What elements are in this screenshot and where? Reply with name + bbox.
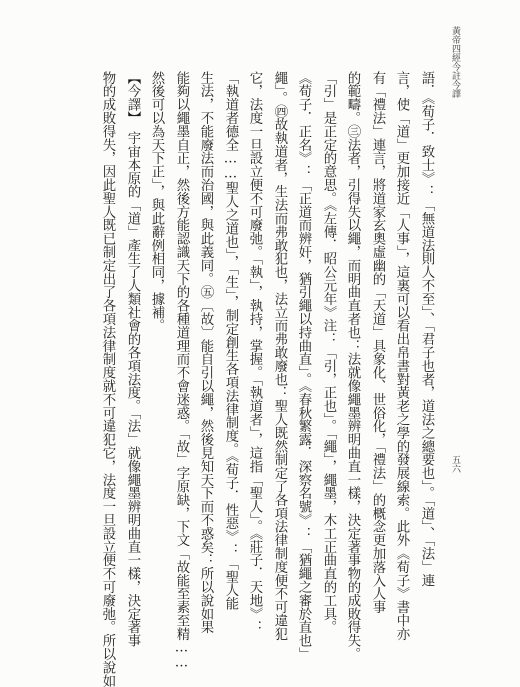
text-column: 語．《荀子．致士》：「無道法則人不至」、「君子也者，道法之總要也」。「道」、「法」連 xyxy=(419,71,434,587)
text-column: 【今譯】 宇宙本原的「道」產生了人類社會的各項法度。「法」就像繩墨辨明曲直一樣，決定著事 xyxy=(125,71,140,648)
text-column: 生法，不能廢法而治國，與此義同。㊄〔故〕能自引以繩，然後見知天下而不惑矣：所以說如果 xyxy=(198,71,213,634)
running-header: 黃帝四經今註今譯 xyxy=(450,26,460,98)
text-column: 「執道者德全……聖人之道也」，「生」，制定創生各項法律制度。《荀子．性惡》：「聖人能 xyxy=(223,71,238,611)
text-column: 言，使「道」更加接近「人事」，這裏可以看出帛書對黃老之學的發展線索。此外《荀子》書中亦 xyxy=(394,71,409,641)
text-column: 《荀子．正名》：「正道而辨奸，猶引繩以持曲直」。《春秋繁露．深察名號》：「猶繩之審於直也」 xyxy=(296,71,311,661)
text-column: 能夠以繩墨自正，然後方能認識天下的各種道理而不會迷惑。「故」字原缺，下文「故能至素至精…… xyxy=(174,71,189,671)
text-column: 的範疇。㊂法者，引得失以繩，而明曲直者也：法就像繩墨辨明曲直一樣，決定著事物的成敗得失。 xyxy=(345,71,360,661)
text-column: 它，法度一旦設立便不可廢弛。「執」，執持，掌握。「執道者」，這指「聖人」。《莊子．天地》： xyxy=(247,71,262,634)
text-column: 繩」。㊃故執道者，生法而弗敢犯也，法立而弗敢廢也：聖人既然制定了各項法律制度便不可違犯 xyxy=(272,71,287,641)
text-column: 然後可以為天下正」，與此辭例相同，據補。 xyxy=(149,71,164,333)
text-column: 物的成敗得失，因此聖人既已制定出了各項法律制度就不可違犯它，法度一旦設立便不可廢弛。所以說如 xyxy=(100,71,115,687)
page-number: 五六 xyxy=(450,455,460,473)
text-column: 「引」是正定的意思。《左傳．昭公元年》注：「引，正也」。「繩」，繩墨，木工正曲直的工具。 xyxy=(321,71,336,634)
text-column: 有「禮法」連言，將道家玄奧虛幽的「天道」具象化、世俗化，「禮法」的概念更加落入人事 xyxy=(370,71,385,614)
